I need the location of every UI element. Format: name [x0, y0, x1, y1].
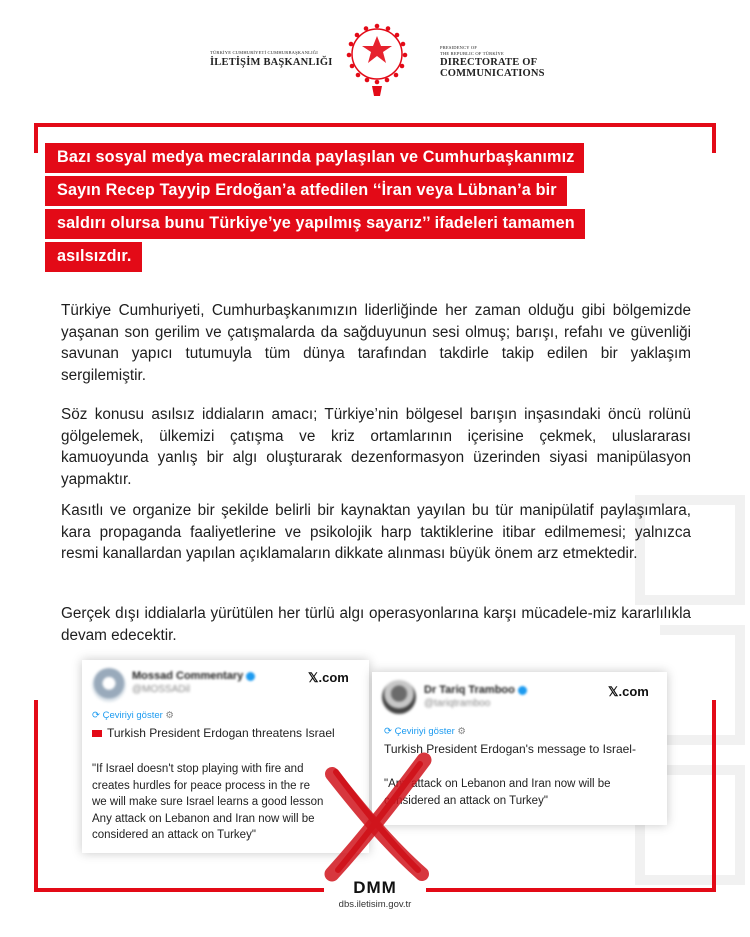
translate-link[interactable]: ⟳ Çeviriyi göster ⚙: [92, 710, 174, 721]
avatar: [92, 668, 126, 702]
x-logo-source[interactable]: 𝕏.com: [308, 670, 349, 685]
headline-line-3: saldırı olursa bunu Türkiye’ye yapılmış sayarız’’ ifadeleri tamamen: [45, 209, 585, 239]
tweet-user-handle: @tariqtramboo: [424, 698, 491, 709]
headline-line-2: Sayın Recep Tayyip Erdoğan’a atfedilen ‘‘İran veya Lübnan’a bir: [45, 176, 567, 206]
body-paragraph-2: Söz konusu asılsız iddiaların amacı; Türkiye’nin bölgesel barışın inşasındaki öncü rolünü gölgelemek, ülkemizi çatışma ve kriz ortamlarının içerisine çekmek, uluslararası kamuoyunda yanlış bir algı oluşturarak dezenformasyon üzerinden siyasi manipülasyon yapmaktır.: [61, 406, 691, 488]
headline-line-4: asılsızdır.: [45, 242, 142, 272]
frame-right-border-bottom: [712, 700, 716, 892]
quote-line: "If Israel doesn't stop playing with fire and: [92, 763, 304, 775]
headline-line-1: Bazı sosyal medya mecralarında paylaşılan ve Cumhurbaşkanımız: [45, 143, 584, 173]
footer-url[interactable]: dbs.iletisim.gov.tr: [338, 899, 412, 910]
body-paragraph-1: Türkiye Cumhuriyeti, Cumhurbaşkanımızın liderliğinde her zaman olduğu gibi bölgemizde yaşanan son gerilim ve çatışmalarda da sağduyunun sesi olmuş; barışı, refahı ve güvenliği savunan yapıcı tutumuyla tüm dünya tarafından takdirle takip edilen bir yaklaşım sergilemiştir.: [61, 302, 691, 384]
header-left-title: İLETİŞİM BAŞKANLIĞI: [210, 57, 333, 68]
iletisim-baskanligi-logo-text: [210, 50, 335, 68]
frame-top-border: [34, 123, 716, 127]
directorate-logo-text: [440, 45, 570, 79]
header-right-title-2: COMMUNICATIONS: [440, 68, 545, 79]
x-logo-source[interactable]: 𝕏.com: [608, 684, 649, 699]
settings-gear-icon: ⚙: [162, 710, 174, 721]
body-paragraph-4: Gerçek dışı iddialarla yürütülen her türlü algı operasyonlarına karşı mücadele-miz kararlılıkla devam edecektir.: [61, 605, 691, 644]
quote-line: considered an attack on Turkey": [384, 794, 548, 807]
frame-right-border-top: [712, 123, 716, 153]
quote-line: considered an attack on Turkey": [92, 829, 256, 841]
settings-gear-icon: ⚙: [454, 726, 466, 737]
frame-bottom-border-right: [426, 888, 716, 892]
verified-badge-icon: [246, 672, 255, 681]
avatar: [382, 680, 416, 714]
tweet-title: Turkish President Erdogan's message to Israel-: [384, 742, 636, 756]
frame-left-border-top: [34, 123, 38, 153]
frame-left-border-bottom: [34, 700, 38, 892]
turkey-flag-icon: [92, 730, 102, 737]
frame-bottom-border-left: [34, 888, 324, 892]
header-right-title-1: DIRECTORATE OF: [440, 57, 538, 68]
quote-line: creates hurdles for peace process in the re: [92, 779, 310, 792]
quote-line: "Any attack on Lebanon and Iran now will be: [384, 778, 611, 790]
dmm-logo: DMM: [353, 878, 397, 897]
presidential-seal-icon: [346, 22, 408, 98]
header: [0, 0, 750, 120]
tweet-user-name: Dr Tariq Tramboo: [424, 684, 527, 696]
quote-line: Any attack on Lebanon and Iran now will be: [92, 812, 315, 825]
translate-link[interactable]: ⟳ Çeviriyi göster ⚙: [384, 726, 466, 737]
tweet-title: Turkish President Erdogan threatens Israel: [92, 726, 335, 740]
translate-icon: ⟳: [384, 726, 395, 737]
headline: [45, 143, 707, 275]
body-paragraph-3: Kasıtlı ve organize bir şekilde belirli bir kaynaktan yayılan bu tür manipülatif paylaşımlara, kara propaganda faaliyetlerine ve psikolojik harp taktiklerine itibar edilmemesi; yalnızca resmi kanallardan yapılan açıklamaların dikkate alınması büyük önem arz etmektedir.: [61, 502, 691, 562]
tweet-user-name: Mossad Commentary: [132, 670, 255, 682]
translate-icon: ⟳: [92, 710, 103, 721]
red-x-cross-icon: [318, 752, 438, 882]
header-right-small-1: PRESIDENCY OF: [440, 45, 478, 50]
tweet-user-handle: @MOSSADil: [132, 684, 190, 695]
quote-line: we will make sure Israel learns a good lesson: [92, 796, 324, 808]
header-left-small: TÜRKİYE CUMHURİYETİ CUMHURBAŞKANLIĞI: [210, 50, 318, 55]
header-right-small-2: THE REPUBLIC OF TÜRKİYE: [440, 51, 504, 56]
verified-badge-icon: [518, 686, 527, 695]
